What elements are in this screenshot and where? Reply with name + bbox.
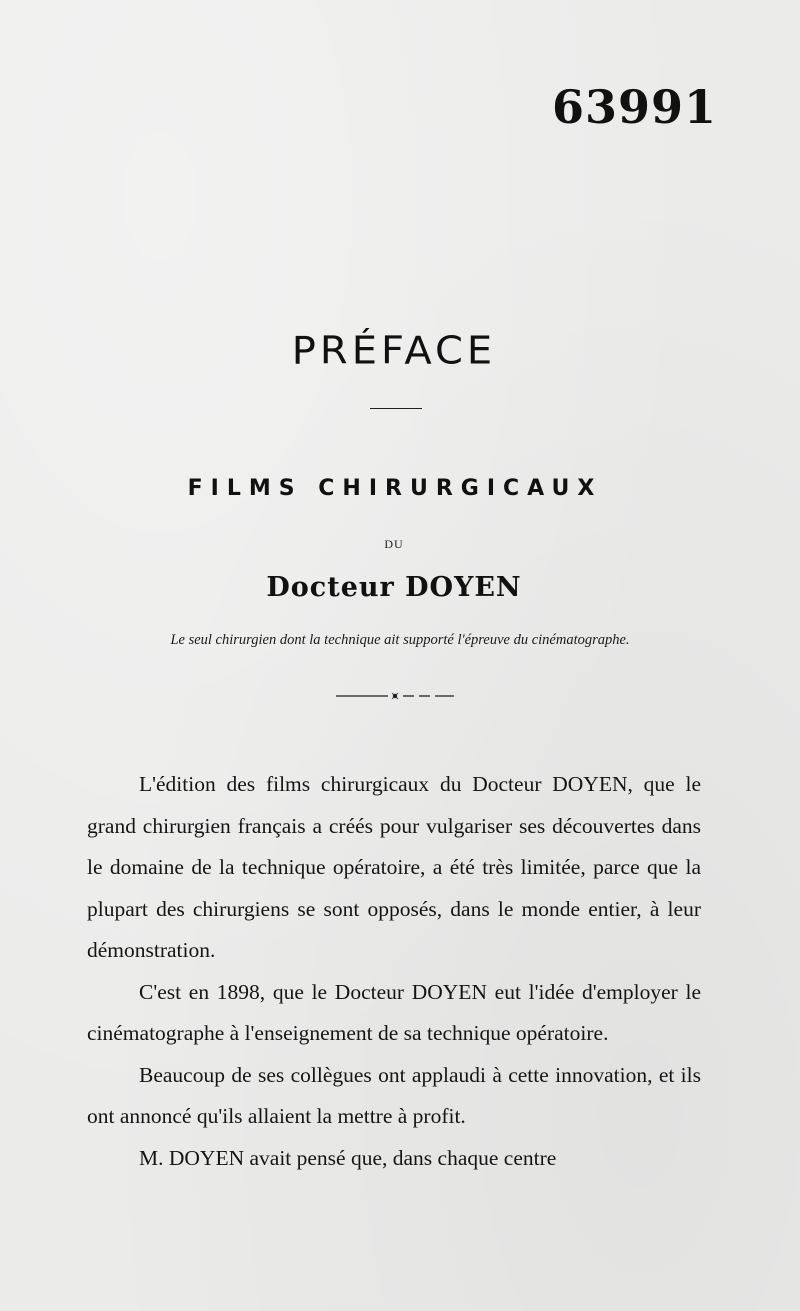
- body-text: [87, 764, 701, 1179]
- tagline: Le seul chirurgien dont la technique ait supporté l'épreuve du cinématographe.: [170, 632, 630, 648]
- doctor-name: Docteur DOYEN: [266, 572, 522, 603]
- paragraph: C'est en 1898, que le Docteur DOYEN eut l'idée d'employer le cinématographe à l'enseignement de sa technique opératoire.: [87, 979, 701, 1045]
- ornament-divider: [336, 689, 454, 703]
- catalog-number-stamp: 63991: [552, 80, 718, 134]
- paragraph: Beaucoup de ses collègues ont applaudi à cette innovation, et ils ont annoncé qu'ils allaient la mettre à profit.: [87, 1062, 701, 1128]
- section-subtitle: FILMS CHIRURGICAUX: [187, 476, 603, 501]
- connector-word: DU: [384, 537, 404, 551]
- page-title: PRÉFACE: [291, 329, 497, 373]
- paragraph: M. DOYEN avait pensé que, dans chaque centre: [139, 1145, 557, 1170]
- paragraph: L'édition des films chirurgicaux du Docteur DOYEN, que le grand chirurgien français a créés pour vulgariser ses découvertes dans le domaine de la technique opératoire, a été très limitée, parce que la plupart des chirurgiens se sont opposés, dans le monde entier, à leur démonstration.: [87, 772, 701, 962]
- title-divider: [370, 408, 422, 409]
